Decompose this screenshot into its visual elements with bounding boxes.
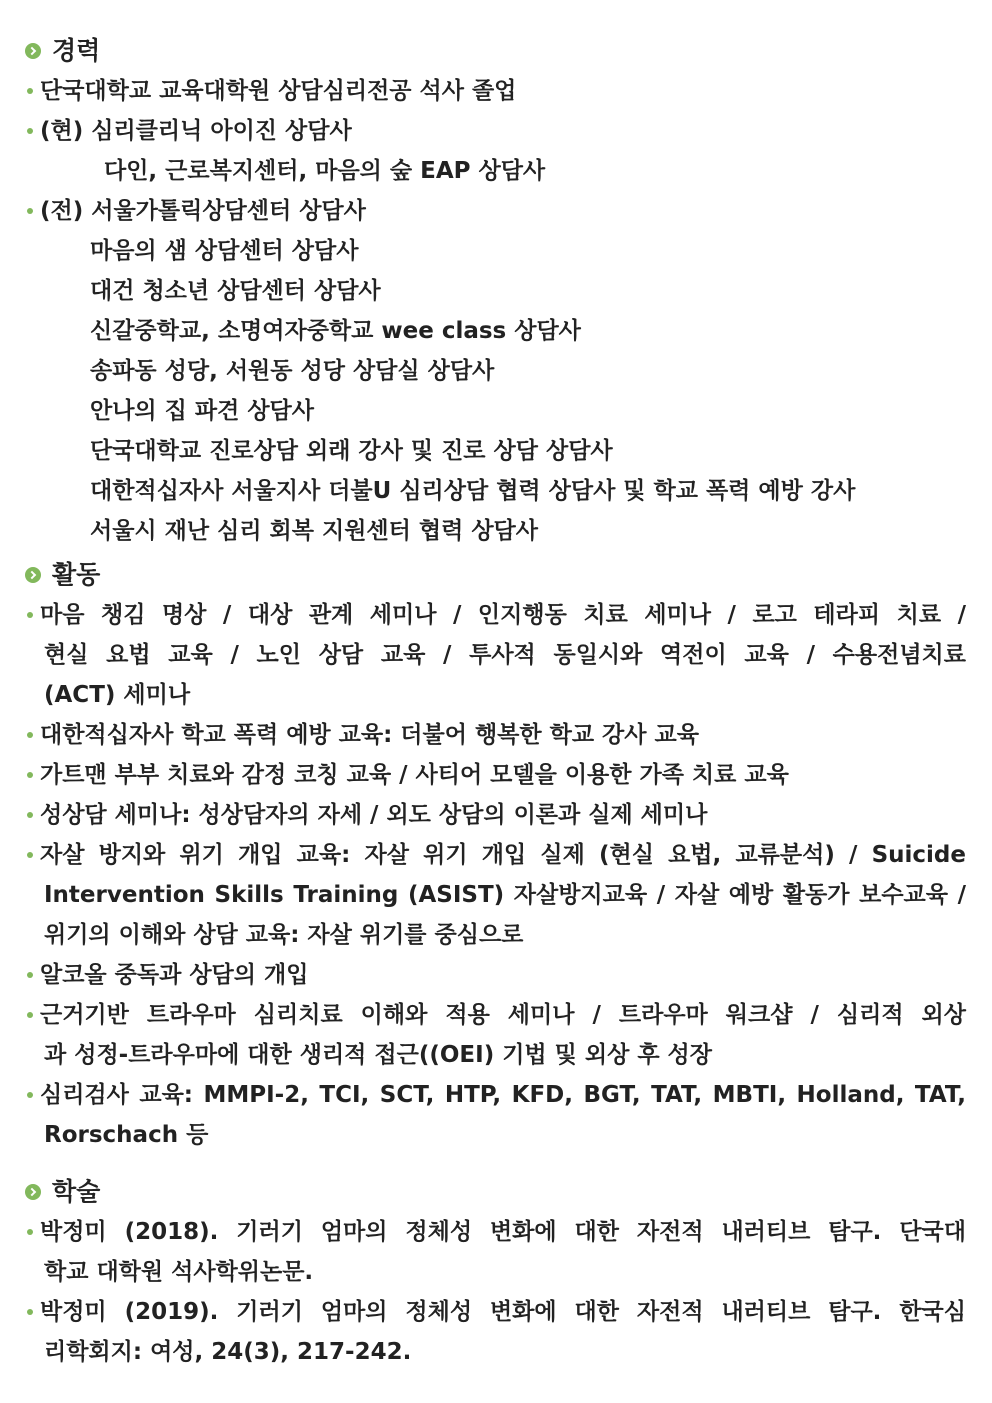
activity-item [0,755,966,795]
bullet-icon [27,128,33,134]
bullet-icon [27,732,33,738]
career-sub-line: 단국대학교 진로상담 외래 강사 및 진로 상담 상담사 [90,438,613,464]
activity-item-line: Intervention Skills Training (ASIST) 자살방지교육 / 자살 예방 활동가 보수교육 / [44,882,966,908]
activity-item-line: 심리검사 교육: MMPI-2, TCI, SCT, HTP, KFD, BGT, TAT, MBTI, Holland, TAT, [40,1082,966,1108]
career-sub-line: 신갈중학교, 소명여자중학교 wee class 상담사 [90,318,581,344]
activity-item-line: 현실 요법 교육 / 노인 상담 교육 / 투사적 동일시와 역전이 교육 / 수용전념치료 [44,642,966,668]
activity-item [0,1075,966,1155]
academic-item-line: 리학회지: 여성, 24(3), 217-242. [44,1339,412,1365]
bullet-icon [27,852,33,858]
academic-heading-text: 학술 [52,1177,101,1206]
bullet-icon [27,1092,33,1098]
activity-item-line: (ACT) 세미나 [44,682,191,708]
activity-item-line: 가트맨 부부 치료와 감정 코칭 교육 / 사티어 모델을 이용한 가족 치료 교육 [40,762,789,788]
activity-item-line: 자살 방지와 위기 개입 교육: 자살 위기 개입 실제 (현실 요법, 교류분석) / Suicide [40,842,966,868]
chevron-right-circle-icon [25,567,41,583]
career-sub-line: 안나의 집 파견 상담사 [90,398,314,424]
bullet-icon [27,772,33,778]
activity-item [0,715,966,755]
academic-item-line: 박정미 (2019). 기러기 엄마의 정체성 변화에 대한 자전적 내러티브 탐구. 한국심 [40,1299,966,1325]
academic-heading [0,1172,992,1212]
bullet-icon [27,1229,33,1235]
career-heading-text: 경력 [52,36,101,65]
activity-item-line: 성상담 세미나: 성상담자의 자세 / 외도 상담의 이론과 실제 세미나 [40,802,708,828]
bullet-icon [27,88,33,94]
career-item [0,111,966,151]
career-item [0,71,966,111]
career-sub-line: 마음의 샘 상담센터 상담사 [90,238,359,264]
academic-item-line: 박정미 (2018). 기러기 엄마의 정체성 변화에 대한 자전적 내러티브 탐구. 단국대 [40,1219,966,1245]
career-item-line: 단국대학교 교육대학원 상담심리전공 석사 졸업 [40,78,517,104]
academic-item-line: 학교 대학원 석사학위논문. [44,1259,314,1285]
academic-item [0,1212,966,1292]
career-sub-line: 다인, 근로복지센터, 마음의 숲 EAP 상담사 [104,158,546,184]
bullet-icon [27,812,33,818]
activity-item-line: 마음 챙김 명상 / 대상 관계 세미나 / 인지행동 치료 세미나 / 로고 테라피 치료 / [40,602,966,628]
activity-item-line: 위기의 이해와 상담 교육: 자살 위기를 중심으로 [44,922,524,948]
activity-item [0,955,966,995]
career-item-line: (전) 서울가톨릭상담센터 상담사 [40,198,366,224]
career-section [0,31,992,551]
activities-heading-text: 활동 [52,560,101,589]
activity-item-line: 알코올 중독과 상담의 개입 [40,962,309,988]
bullet-icon [27,208,33,214]
academic-section [0,1172,992,1372]
career-sub-line: 서울시 재난 심리 회복 지원센터 협력 상담사 [90,518,538,544]
activities-section [0,555,992,1155]
bullet-icon [27,612,33,618]
activity-item [0,595,966,715]
chevron-right-circle-icon [25,1184,41,1200]
academic-item [0,1292,966,1372]
career-heading [0,31,992,71]
bullet-icon [27,1309,33,1315]
chevron-right-circle-icon [25,43,41,59]
activity-item-line: 근거기반 트라우마 심리치료 이해와 적용 세미나 / 트라우마 워크샵 / 심리적 외상 [40,1002,966,1028]
career-sub-line: 송파동 성당, 서원동 성당 상담실 상담사 [90,358,495,384]
activity-item-line: 과 성정-트라우마에 대한 생리적 접근((OEI) 기법 및 외상 후 성장 [44,1042,712,1068]
bullet-icon [27,972,33,978]
career-item [0,191,966,231]
career-sub-line: 대건 청소년 상담센터 상담사 [90,278,381,304]
activity-item [0,995,966,1075]
activity-item-line: Rorschach 등 [44,1122,209,1148]
activity-item [0,835,966,955]
activities-heading [0,555,992,595]
activity-item [0,795,966,835]
career-item-line: (현) 심리클리닉 아이진 상담사 [40,118,352,144]
bullet-icon [27,1012,33,1018]
activity-item-line: 대한적십자사 학교 폭력 예방 교육: 더불어 행복한 학교 강사 교육 [40,722,699,748]
career-sub-line: 대한적십자사 서울지사 더불U 심리상담 협력 상담사 및 학교 폭력 예방 강사 [90,478,856,504]
